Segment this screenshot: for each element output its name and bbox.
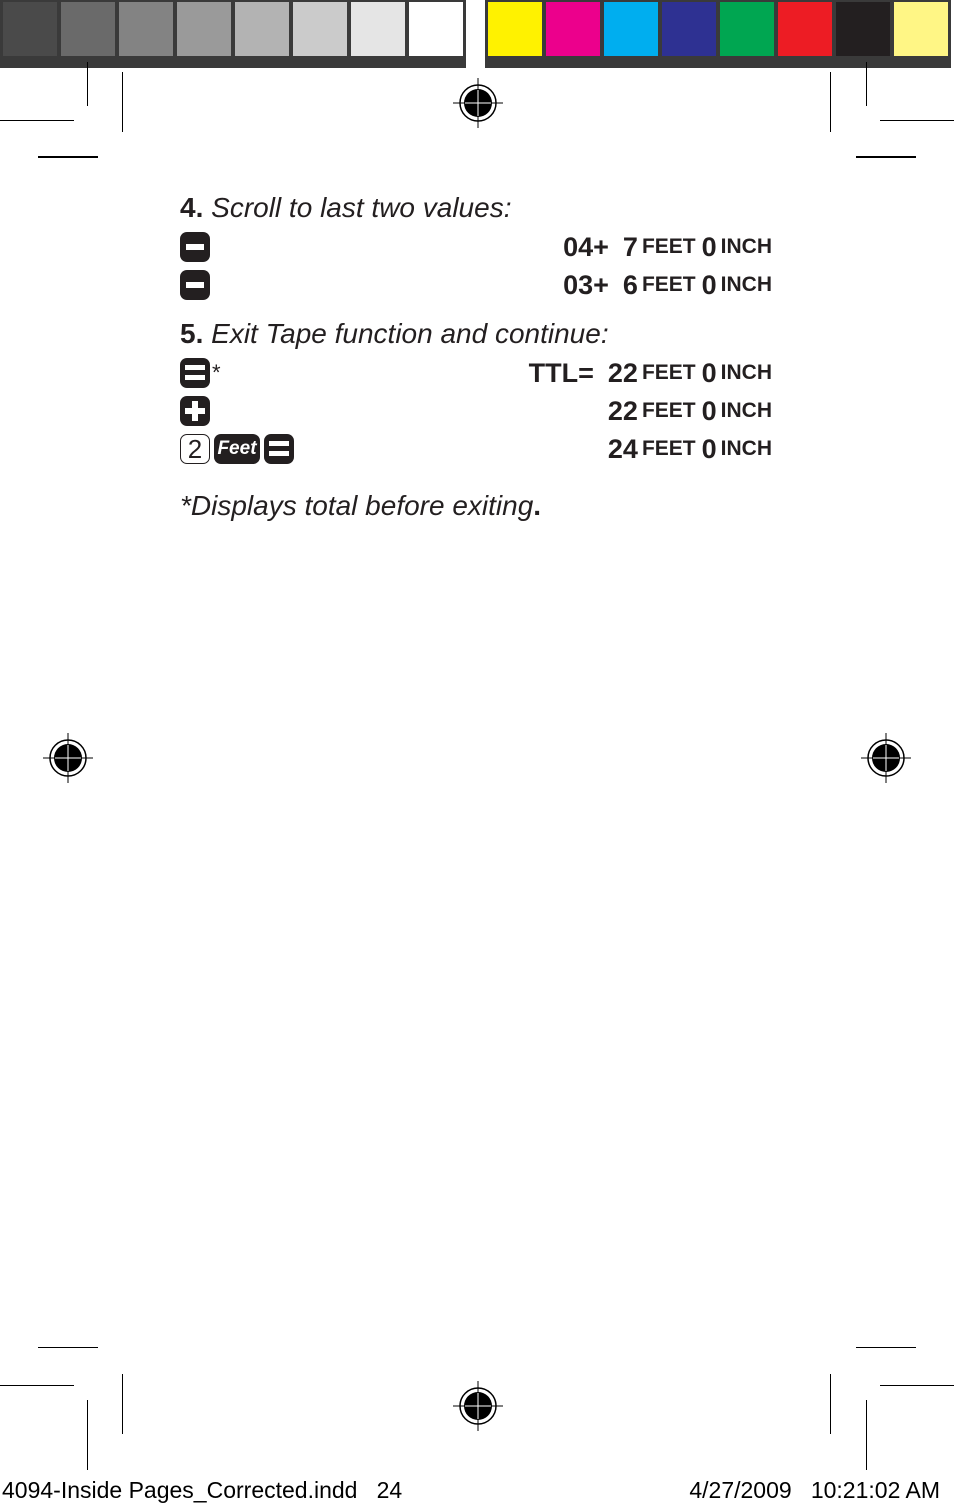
- registration-mark-icon: [861, 733, 911, 783]
- crop-mark: [0, 1385, 74, 1386]
- step-5-row-1: [180, 354, 772, 392]
- page-content: [180, 188, 772, 554]
- color-swatch: [720, 2, 774, 56]
- crop-mark: [866, 62, 867, 106]
- crop-mark: [866, 1400, 867, 1470]
- process-color-bar: [485, 0, 951, 68]
- color-swatch: [235, 2, 289, 56]
- display-readout: 03+ 6 FEET 0 INCH: [563, 269, 772, 300]
- registration-mark-icon: [453, 1381, 503, 1431]
- crop-mark: [0, 120, 74, 121]
- step-5-row-2: [180, 392, 772, 430]
- crop-mark: [880, 120, 954, 121]
- number-key-icon: 2: [180, 434, 210, 464]
- crop-mark: [830, 1374, 831, 1434]
- color-swatch: [119, 2, 173, 56]
- registration-mark-icon: [453, 78, 503, 128]
- color-swatch: [351, 2, 405, 56]
- color-swatch: [61, 2, 115, 56]
- file-slug: 4094-Inside Pages_Corrected.indd 24: [2, 1477, 403, 1503]
- color-swatch: [662, 2, 716, 56]
- minus-key-icon: [180, 232, 210, 262]
- color-swatch: [778, 2, 832, 56]
- footnote-asterisk: *: [212, 360, 221, 385]
- color-swatch: [836, 2, 890, 56]
- crop-mark: [122, 1374, 123, 1434]
- equals-key-icon: [180, 358, 210, 388]
- color-swatch: [604, 2, 658, 56]
- color-swatch: [293, 2, 347, 56]
- display-readout: 22 FEET 0 INCH: [607, 395, 772, 426]
- crop-mark: [830, 72, 831, 132]
- registration-mark-icon: [43, 733, 93, 783]
- step-5-row-3: [180, 430, 772, 468]
- minus-key-icon: [180, 270, 210, 300]
- display-readout: TTL= 22 FEET 0 INCH: [528, 357, 772, 388]
- step-4-row-1: [180, 228, 772, 266]
- feet-key-icon: Feet: [214, 434, 260, 464]
- crop-mark: [880, 1385, 954, 1386]
- date-slug: 4/27/2009 10:21:02 AM: [689, 1477, 940, 1503]
- crop-mark: [38, 156, 98, 158]
- color-swatch: [3, 2, 57, 56]
- plus-key-icon: [180, 396, 210, 426]
- crop-mark: [38, 1347, 98, 1348]
- step-5-heading: 5. Exit Tape function and continue:: [180, 318, 609, 349]
- equals-key-icon: [264, 434, 294, 464]
- crop-mark: [87, 1400, 88, 1470]
- crop-mark: [122, 72, 123, 132]
- step-4-heading: 4. Scroll to last two values:: [180, 192, 512, 223]
- color-swatch: [894, 2, 948, 56]
- grayscale-color-bar: [0, 0, 466, 68]
- crop-mark: [87, 62, 88, 106]
- display-readout: 24 FEET 0 INCH: [607, 433, 772, 464]
- color-swatch: [546, 2, 600, 56]
- color-swatch: [177, 2, 231, 56]
- footnote: *Displays total before exiting.: [180, 490, 542, 521]
- crop-mark: [856, 1347, 916, 1348]
- step-4-row-2: [180, 266, 772, 304]
- color-swatch: [488, 2, 542, 56]
- color-swatch: [409, 2, 463, 56]
- display-readout: 04+ 7 FEET 0 INCH: [563, 231, 772, 262]
- crop-mark: [856, 156, 916, 158]
